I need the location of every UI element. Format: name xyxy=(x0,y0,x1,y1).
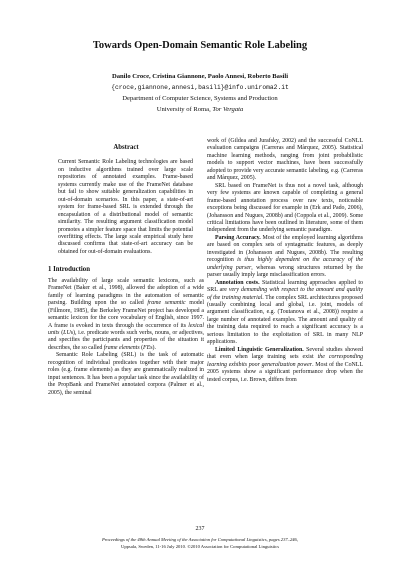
annotation-text-a: Statistical learning approaches applied to SRL are xyxy=(207,279,364,294)
parsing-emph: is thus highly dependent on the accuracy of the underlying parser xyxy=(207,257,363,271)
intro-p1-text-e: ( xyxy=(59,329,64,336)
parsing-accuracy-paragraph xyxy=(207,235,363,280)
intro-p1-text-g: s), i.e. predicate words such verbs, nouns, or adjectives, and specifies the participants and properties of the situation it describes, the so called xyxy=(48,329,204,351)
intro-p1-emph-lu: LU xyxy=(63,329,71,336)
intro-p1-emph-lexical-units: lexical units xyxy=(48,322,204,336)
intro-p1-text-c: model (Fillmore, 1985), the Berkeley FrameNet project has developed a semantic lexicon for the core vocabulary of English, since 1997. A frame is evoked in texts through the occurrence of its xyxy=(48,300,204,329)
intro-p1-text-i: ( xyxy=(139,344,144,351)
affiliation-university xyxy=(0,106,400,113)
generalization-text-c: . Most of the CoNLL 2005 systems show a significant performance drop when the tested corpus, i.e. Brown, differs from xyxy=(207,361,363,383)
parsing-accuracy-title: Parsing Accuracy. xyxy=(215,234,261,241)
parsing-text-a: Most of the employed learning algorithms are based on complex sets of syntagmatic features, as deeply investigated in (Johansson and Nugues, 2008b). The resulting recognition xyxy=(207,234,363,264)
generalization-paragraph xyxy=(207,347,363,384)
paper-title: Towards Open-Domain Semantic Role Labeling xyxy=(92,40,308,51)
intro-paragraph-1 xyxy=(48,278,204,353)
right-column xyxy=(207,138,363,384)
abstract-heading: Abstract xyxy=(113,144,139,151)
page-number: 237 xyxy=(195,526,205,532)
intro-p1-text-a: The availability of large scale semantic lexicons, such as FrameNet (Baker et al., 1998), allowed the adoption of a wide family of learning paradigms in the automation of semantic parsing. Building upon the so called xyxy=(48,277,204,307)
affiliation-university-city: Tor Vergata xyxy=(212,106,244,113)
author-list: Danilo Croce, Cristina Giannone, Paolo Annesi, Roberto Basili xyxy=(111,73,289,80)
intro-paragraph-2: Semantic Role Labeling (SRL) is the task of automatic recognition of individual predicates together with their major roles (e.g. frame elements) as they are grammatically realized in input sentences. It has been a popular task since the availability of the PropBank and FrameNet annotated corpora (Palmer et al., 2005), the seminal xyxy=(48,352,204,396)
annotation-costs-title: Annotation costs. xyxy=(215,279,260,286)
left-column xyxy=(48,138,204,397)
annotation-emph: very demanding with respect to the amount and quality of the training material xyxy=(207,287,363,301)
intro-p1-text-k: s). xyxy=(150,344,156,351)
generalization-emph: the corresponding learning exhibits poor generalization power xyxy=(207,354,363,368)
annotation-costs-paragraph xyxy=(207,280,363,347)
right-paragraph-1: work of (Gildea and Jurafsky, 2002) and the successful CoNLL evaluation campaigns (Carreras and Màrquez, 2005). Statistical machine learning methods, ranging from joint probabilistic models to support vector machines, have been successfully adopted to provide very accurate semantic labeling, e.g. (Carreras and Màrquez, 2005). xyxy=(207,138,363,182)
generalization-text-a: Several studies showed that even when large training sets exist xyxy=(207,346,363,361)
right-paragraph-2: SRL based on FrameNet is thus not a novel task, although very few systems are known capable of completing a general frame-based annotation process over raw texts, noticeable exceptions being discussed for example in (Erk and Pado, 2006), (Johansson and Nugues, 2008b) and (Coppola et al., 2009). Some critical limitations have been outlined in literature, some of them independent from the underlying semantic paradigm. xyxy=(207,182,363,234)
intro-p1-emph-fe: FE xyxy=(143,344,151,351)
affiliation-university-prefix: University of Roma, xyxy=(156,106,213,113)
author-emails: {croce,giannone,annesi,basili}@info.uniroma2.it xyxy=(111,84,289,91)
introduction-heading: 1 Introduction xyxy=(48,266,90,274)
parsing-text-c: , whereas wrong structures returned by the parser usually imply large misclassification errors. xyxy=(207,264,363,279)
location-copyright-footer: Uppsala, Sweden, 11-16 July 2010. ©2010 Association for Computational Linguistics xyxy=(121,544,279,549)
intro-p1-emph-frame-elements: frame elements xyxy=(103,344,140,351)
annotation-text-c: . The complex SRL architectures proposed (usually combining local and global, i.e. joint, models of argument classification, e.g. (Toutanova et al., 2008)) require a large number of annotated examples. The amount and quality of the training data required to reach a significant accuracy is a serious limitation to the exploitation of SRL in many NLP applications. xyxy=(207,294,363,346)
abstract-text: Current Semantic Role Labeling technologies are based on inductive algorithms trained over large scale repositories of annotated examples. Frame-based systems currently make use of the FrameNet database but fail to show suitable generalization capabilities in out-of-domain scenarios. In this paper, a state-of-art system for frame-based SRL is extended through the encapsulation of a distributional model of semantic similarity. The resulting argument classification model promotes a simpler feature space that limits the potential overfitting effects. The large scale empirical study here discussed confirms that state-of-art accuracy can be obtained for out-of-domain evaluations. xyxy=(58,159,193,255)
generalization-title: Limited Linguistic Generalization. xyxy=(215,346,304,353)
intro-p1-emph-frame-semantic: frame semantic xyxy=(147,300,186,307)
proceedings-footer: Proceedings of the 48th Annual Meeting of the Association for Computational Linguistics, pages 237–246, xyxy=(101,537,299,542)
affiliation-department: Department of Computer Science, Systems and Production xyxy=(122,95,278,102)
